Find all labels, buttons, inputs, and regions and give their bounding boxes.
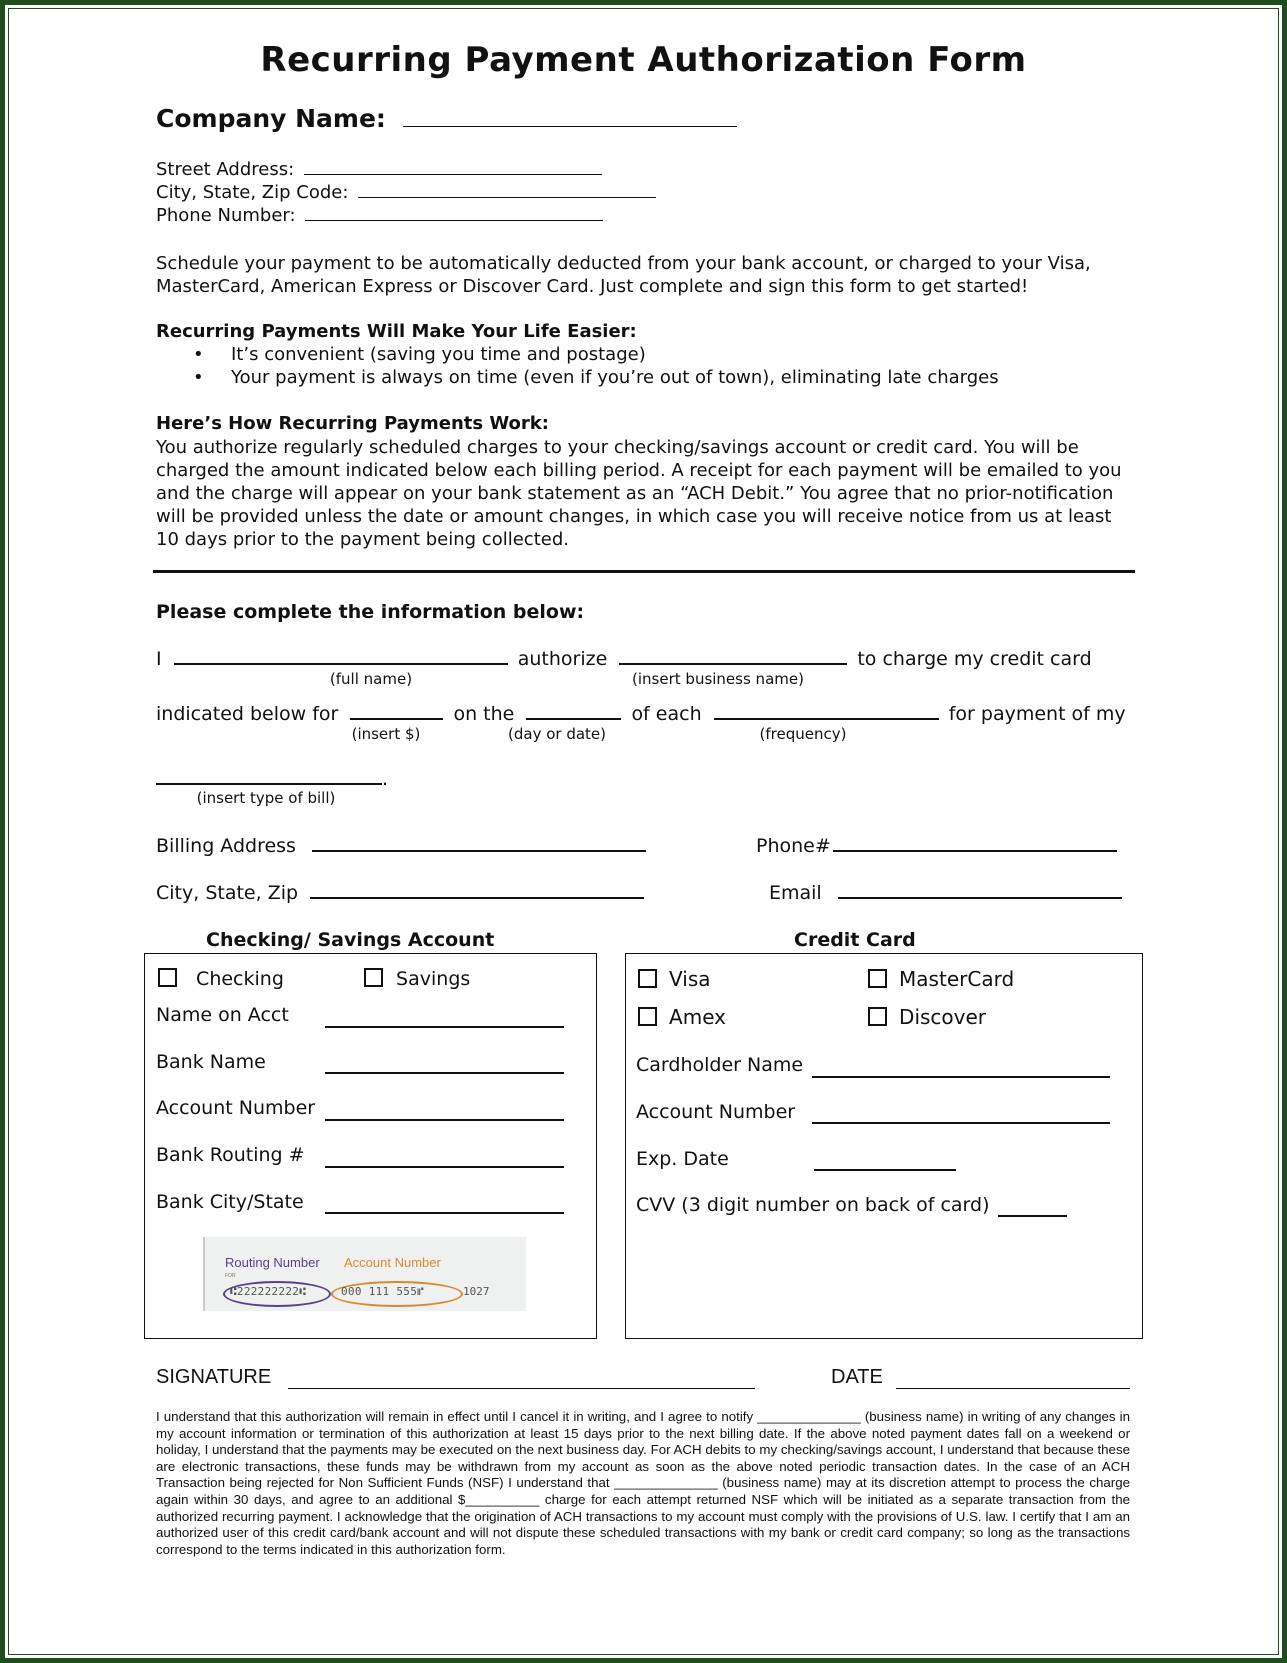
check-number-digits: 1027 — [463, 1285, 490, 1298]
form-title: Recurring Payment Authorization Form — [260, 40, 1027, 80]
checking-label: Checking — [196, 968, 284, 990]
benefit-bullet-1: • — [193, 344, 204, 365]
auth-to-charge-text: to charge my credit card — [857, 648, 1092, 670]
cardholder-name-label: Cardholder Name — [636, 1054, 804, 1076]
business-name-caption: (insert business name) — [632, 670, 804, 688]
benefit-item-1: It’s convenient (saving you time and postage) — [231, 344, 646, 365]
visa-label: Visa — [669, 967, 711, 991]
checking-checkbox[interactable] — [158, 968, 177, 987]
billing-city-row — [156, 882, 644, 904]
mastercard-label: MasterCard — [899, 967, 1015, 991]
bank-routing-field[interactable] — [325, 1166, 564, 1168]
amex-checkbox[interactable] — [638, 1007, 657, 1026]
bill-type-caption: (insert type of bill) — [196, 789, 336, 807]
legal-disclaimer: I understand that this authorization will remain in effect until I cancel it in writing, and I agree to notify ______________ (business name) in writing of any changes in my account information or termination of this authorization at least 15 days prior to the next billing date. If the above noted payment dates fall on a weekend or holiday, I understand that the payments may be executed on the next business day. For ACH debits to my checking/savings account, I understand that because these are electronic transactions, these funds may be withdrawn from my account as soon as the above noted periodic transaction dates. In the case of an ACH Transaction being rejected for Non Sufficient Funds (NSF) I understand that ______________ (business name) may at its discretion attempt to process the charge again within 30 days, and agree to an additional $__________ charge for each attempt returned NSF which will be initiated as a separate transaction from the authorized recurring payment. I acknowledge that the origination of ACH transactions to my account must comply with the provisions of U.S. law. I certify that I am an authorized user of this credit card/bank account and will not dispute these scheduled transactions with my bank or credit card company; so long as the transactions correspond to the terms indicated in this authorization form. — [156, 1409, 1130, 1557]
auth-i-text: I — [156, 648, 162, 670]
amex-label: Amex — [669, 1005, 726, 1029]
company-name-label: Company Name: — [156, 104, 386, 133]
savings-checkbox[interactable] — [364, 968, 383, 987]
bank-section-heading: Checking/ Savings Account — [206, 929, 495, 951]
bank-account-number-label: Account Number — [156, 1097, 316, 1119]
discover-option[interactable] — [868, 1005, 986, 1029]
bank-routing-label: Bank Routing # — [156, 1144, 305, 1166]
visa-option[interactable] — [638, 967, 711, 991]
city-state-zip-row — [156, 182, 656, 203]
auth-of-each-text: of each — [631, 703, 702, 725]
discover-label: Discover — [899, 1005, 987, 1029]
savings-label: Savings — [396, 968, 471, 990]
routing-digits: ⑆222222222⑆ — [230, 1285, 307, 1298]
exp-date-field[interactable] — [814, 1169, 956, 1171]
benefits-heading: Recurring Payments Will Make Your Life Easier: — [156, 321, 637, 342]
bank-city-state-label: Bank City/State — [156, 1191, 304, 1213]
bill-type-period: . — [382, 768, 389, 790]
date-field[interactable] — [896, 1388, 1130, 1389]
mastercard-option[interactable] — [868, 967, 1014, 991]
mastercard-checkbox[interactable] — [868, 969, 887, 988]
frequency-caption: (frequency) — [759, 725, 847, 743]
signature-label: SIGNATURE — [156, 1366, 272, 1388]
intro-paragraph: Schedule your payment to be automatically deducted from your bank account, or charged to your Visa, MasterCard, American Express or Discover Card. Just complete and sign this form to get started! — [156, 253, 1091, 297]
auth-indicated-text: indicated below for — [156, 703, 339, 725]
billing-address-row — [156, 835, 646, 857]
how-paragraph: You authorize regularly scheduled charges to your checking/savings account or credit card. You will be charged the amount indicated below each billing period. A receipt for each payment will be emailed to you and the charge will appear on your bank statement as an “ACH Debit.” You agree that no prior-notification will be provided unless the date or amount changes, in which case you will receive notice from us at least 10 days prior to the payment being collected. — [156, 437, 1122, 550]
billing-email-field[interactable] — [838, 897, 1122, 899]
billing-city-label: City, State, Zip — [156, 882, 299, 904]
day-date-caption: (day or date) — [508, 725, 606, 743]
cvv-field[interactable] — [998, 1215, 1067, 1217]
day-date-field[interactable] — [526, 718, 621, 720]
cvv-label: CVV (3 digit number on back of card) — [636, 1194, 990, 1216]
auth-for-payment-text: for payment of my — [948, 703, 1126, 725]
amex-option[interactable] — [638, 1005, 726, 1029]
billing-address-label: Billing Address — [156, 835, 296, 857]
visa-checkbox[interactable] — [638, 969, 657, 988]
card-account-number-field[interactable] — [812, 1122, 1110, 1124]
bank-name-on-acct-label: Name on Acct — [156, 1004, 289, 1026]
complete-heading: Please complete the information below: — [156, 601, 585, 623]
company-name-row — [156, 104, 737, 133]
auth-authorize-text: authorize — [517, 648, 608, 670]
phone-number-field[interactable] — [305, 220, 603, 221]
phone-number-label: Phone Number: — [156, 205, 296, 226]
cardholder-name-field[interactable] — [812, 1076, 1110, 1078]
billing-address-field[interactable] — [312, 850, 646, 852]
city-state-zip-field[interactable] — [358, 197, 656, 198]
billing-email-label: Email — [769, 882, 822, 904]
check-for-label: FOR — [225, 1273, 236, 1279]
street-address-label: Street Address: — [156, 159, 295, 180]
phone-number-row — [156, 205, 603, 226]
bill-type-row — [156, 768, 388, 790]
city-state-zip-label: City, State, Zip Code: — [156, 182, 349, 203]
benefit-item-2: Your payment is always on time (even if you’re out of town), eliminating late charges — [231, 367, 999, 388]
how-heading: Here’s How Recurring Payments Work: — [156, 413, 549, 434]
auth-line-1 — [156, 648, 1092, 670]
auth-on-the-text: on the — [453, 703, 515, 725]
section-divider — [153, 570, 1135, 573]
bank-name-label: Bank Name — [156, 1051, 266, 1073]
frequency-field[interactable] — [714, 718, 939, 720]
check-example-image — [203, 1237, 526, 1311]
billing-phone-label: Phone# — [756, 835, 831, 857]
savings-option[interactable] — [364, 968, 470, 990]
card-section-heading: Credit Card — [794, 929, 916, 951]
billing-city-field[interactable] — [310, 897, 644, 899]
business-name-field[interactable] — [619, 663, 847, 665]
exp-date-label: Exp. Date — [636, 1148, 729, 1170]
auth-line-2 — [156, 703, 1126, 725]
bank-account-number-field[interactable] — [325, 1119, 564, 1121]
signature-field[interactable] — [288, 1388, 755, 1389]
routing-number-caption: Routing Number — [225, 1255, 320, 1270]
billing-phone-row — [756, 835, 1117, 857]
date-label: DATE — [831, 1366, 883, 1388]
street-address-row — [156, 159, 602, 180]
full-name-caption: (full name) — [329, 670, 413, 688]
billing-phone-field[interactable] — [833, 850, 1117, 852]
bank-name-field[interactable] — [325, 1072, 564, 1074]
amount-caption: (insert $) — [351, 725, 421, 743]
benefit-bullet-2: • — [193, 367, 204, 388]
company-name-field[interactable] — [403, 126, 737, 127]
account-digits: 000 111 555⑈ — [341, 1285, 425, 1298]
discover-checkbox[interactable] — [868, 1007, 887, 1026]
street-address-field[interactable] — [304, 174, 602, 175]
bill-type-field[interactable] — [156, 783, 382, 785]
amount-field[interactable] — [350, 718, 443, 720]
checking-option[interactable] — [158, 968, 284, 990]
bank-name-on-acct-field[interactable] — [325, 1026, 564, 1028]
account-number-caption: Account Number — [344, 1255, 441, 1270]
card-account-number-label: Account Number — [636, 1101, 796, 1123]
billing-email-row — [769, 882, 1122, 904]
full-name-field[interactable] — [174, 663, 508, 665]
bank-city-state-field[interactable] — [325, 1212, 564, 1214]
